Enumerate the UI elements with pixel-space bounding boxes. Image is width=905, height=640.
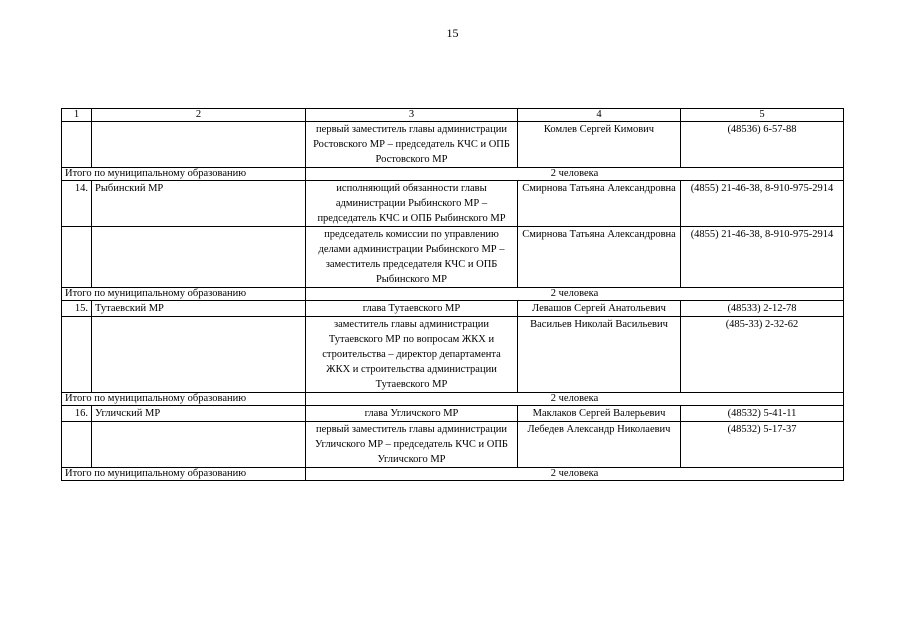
phone-number: (4855) 21-46-38, 8-910-975-2914 — [681, 181, 844, 227]
district-name: Тутаевский МР — [92, 301, 306, 317]
district-name — [92, 227, 306, 288]
row-number: 16. — [62, 406, 92, 422]
official-position: глава Угличского МР — [306, 406, 518, 422]
official-name: Левашов Сергей Анатольевич — [518, 301, 681, 317]
district-name — [92, 422, 306, 468]
row-number: 14. — [62, 181, 92, 227]
table-row — [62, 317, 844, 393]
official-name: Смирнова Татьяна Александровна — [518, 181, 681, 227]
row-number: 15. — [62, 301, 92, 317]
table-row — [62, 301, 844, 317]
official-name: Васильев Николай Васильевич — [518, 317, 681, 393]
total-label: Итого по муниципальному образованию — [62, 393, 306, 406]
official-position: заместитель главы администрации Тутаевского МР по вопросам ЖКХ и строительства – директор департамента ЖКХ и строительства администрации Тутаевского МР — [306, 317, 518, 393]
header-cell-5: 5 — [681, 109, 844, 122]
official-position: первый заместитель главы администрации Угличского МР – председатель КЧС и ОПБ Угличского МР — [306, 422, 518, 468]
header-cell-2: 2 — [92, 109, 306, 122]
official-position: председатель комиссии по управлению делами администрации Рыбинского МР – заместитель председателя КЧС и ОПБ Рыбинского МР — [306, 227, 518, 288]
phone-number: (48536) 6-57-88 — [681, 122, 844, 168]
table-row — [62, 422, 844, 468]
official-name: Комлев Сергей Кимович — [518, 122, 681, 168]
total-row — [62, 393, 844, 406]
total-row — [62, 168, 844, 181]
table-row — [62, 122, 844, 168]
phone-number: (48533) 2-12-78 — [681, 301, 844, 317]
total-value: 2 человека — [306, 468, 844, 481]
district-name — [92, 317, 306, 393]
table-row — [62, 406, 844, 422]
total-value: 2 человека — [306, 288, 844, 301]
total-row — [62, 288, 844, 301]
total-value: 2 человека — [306, 393, 844, 406]
official-position: исполняющий обязанности главы администрации Рыбинского МР – председатель КЧС и ОПБ Рыбинского МР — [306, 181, 518, 227]
phone-number: (4855) 21-46-38, 8-910-975-2914 — [681, 227, 844, 288]
phone-number: (485-33) 2-32-62 — [681, 317, 844, 393]
total-value: 2 человека — [306, 168, 844, 181]
header-cell-1: 1 — [62, 109, 92, 122]
table-body — [62, 109, 844, 481]
district-name: Рыбинский МР — [92, 181, 306, 227]
phone-number: (48532) 5-41-11 — [681, 406, 844, 422]
total-label: Итого по муниципальному образованию — [62, 468, 306, 481]
phone-number: (48532) 5-17-37 — [681, 422, 844, 468]
row-number — [62, 122, 92, 168]
contacts-table — [61, 108, 844, 481]
official-position: первый заместитель главы администрации Ростовского МР – председатель КЧС и ОПБ Ростовского МР — [306, 122, 518, 168]
official-name: Лебедев Александр Николаевич — [518, 422, 681, 468]
total-row — [62, 468, 844, 481]
total-label: Итого по муниципальному образованию — [62, 168, 306, 181]
header-cell-4: 4 — [518, 109, 681, 122]
page-number: 15 — [446, 26, 459, 40]
row-number — [62, 317, 92, 393]
district-name — [92, 122, 306, 168]
district-name: Угличский МР — [92, 406, 306, 422]
table-row — [62, 181, 844, 227]
total-label: Итого по муниципальному образованию — [62, 288, 306, 301]
official-name: Маклаков Сергей Валерьевич — [518, 406, 681, 422]
table-row — [62, 227, 844, 288]
row-number — [62, 422, 92, 468]
row-number — [62, 227, 92, 288]
official-name: Смирнова Татьяна Александровна — [518, 227, 681, 288]
header-cell-3: 3 — [306, 109, 518, 122]
official-position: глава Тутаевского МР — [306, 301, 518, 317]
header-row — [62, 109, 844, 122]
